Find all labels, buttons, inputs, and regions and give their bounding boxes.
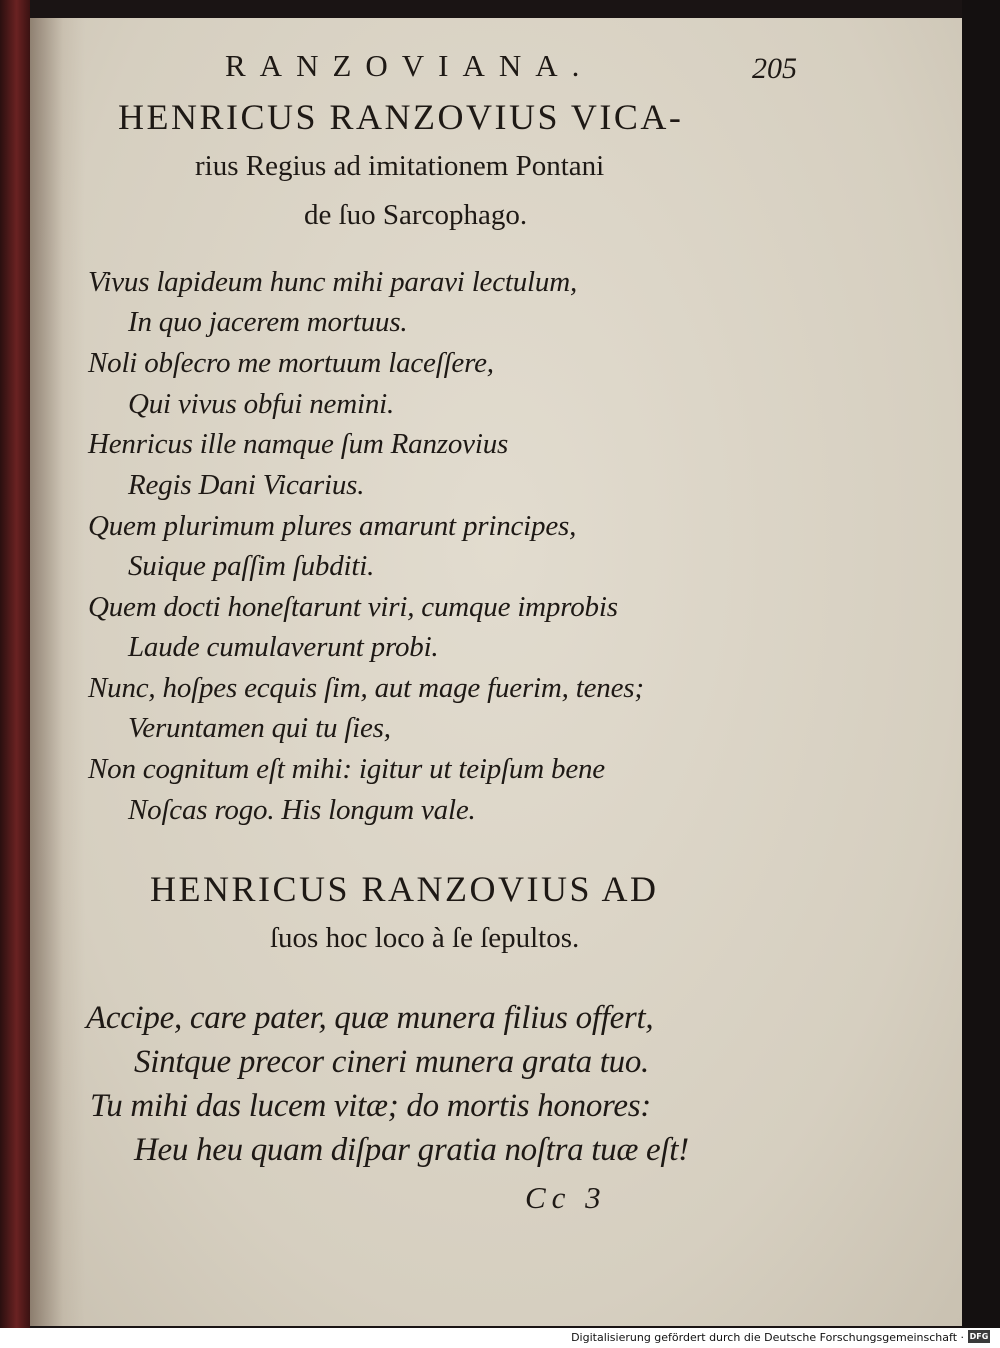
verse-line: Suique paſſim ſubditi.	[128, 550, 375, 582]
verse-line: Henricus ille namque ſum Ranzovius	[88, 428, 509, 460]
verse-line: Non cognitum eſt mihi: igitur ut teipſum bene	[88, 753, 605, 785]
running-head: RANZOVIANA.	[225, 48, 594, 83]
page-gutter-shadow	[30, 18, 85, 1326]
epitaph-1-heading-line: de ſuo Sarcophago.	[304, 199, 528, 231]
verse-line: Laude cumulaverunt probi.	[128, 631, 439, 663]
verse-line: Veruntamen qui tu ſies,	[128, 712, 391, 744]
verse-line: Quem plurimum plures amarunt principes,	[88, 510, 577, 542]
verse-line: Qui vivus obfui nemini.	[128, 388, 395, 420]
scan-border	[962, 0, 1000, 1328]
signature-mark: Cc 3	[525, 1180, 607, 1215]
verse-line: Sintque precor cineri munera grata tuo.	[134, 1044, 650, 1080]
epitaph-2-heading-line: ſuos hoc loco à ſe ſepultos.	[270, 922, 580, 954]
book-edge	[0, 0, 30, 1328]
verse-line: Noli obſecro me mortuum laceſſere,	[88, 347, 494, 379]
verse-line: Tu mihi das lucem vitæ; do mortis honores:	[90, 1088, 651, 1124]
epitaph-1-heading-line: rius Regius ad imitationem Pontani	[195, 150, 605, 182]
verse-line: Nunc, hoſpes ecquis ſim, aut mage fuerim, tenes;	[88, 672, 644, 704]
verse-line: Regis Dani Vicarius.	[128, 469, 365, 501]
verse-line: Quem docti honeſtarunt viri, cumque improbis	[88, 591, 618, 623]
epitaph-1-heading-line: HENRICUS RANZOVIUS VICA-	[118, 97, 684, 137]
epitaph-2-heading-line: HENRICUS RANZOVIUS AD	[150, 869, 659, 909]
verse-line: Vivus lapideum hunc mihi paravi lectulum,	[88, 266, 578, 298]
verse-line: Accipe, care pater, quæ munera filius offert,	[86, 1000, 654, 1036]
dfg-logo: DFG	[969, 1332, 989, 1341]
page-number: 205	[752, 52, 797, 85]
verse-line: In quo jacerem mortuus.	[128, 306, 408, 338]
verse-line: Heu heu quam diſpar gratia noſtra tuæ eſt!	[134, 1132, 689, 1168]
verse-line: Noſcas rogo. His longum vale.	[128, 794, 476, 826]
funding-credit: Digitalisierung gefördert durch die Deutsche Forschungsgemeinschaft ·	[571, 1331, 964, 1344]
